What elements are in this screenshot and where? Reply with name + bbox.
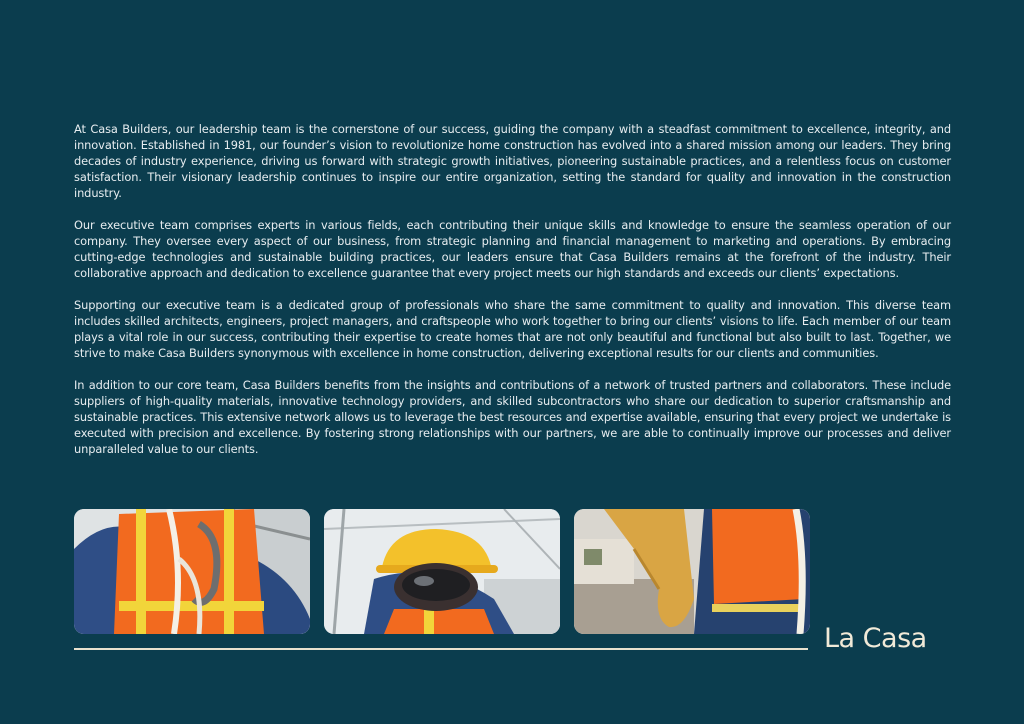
photo-worker-glove: [574, 509, 810, 634]
paragraph-partners: In addition to our core team, Casa Builders benefits from the insights and contributions of a network of trusted partners and collaborators. These include suppliers of high-quality materials, innovative technology providers, and skilled subcontractors who share our dedication to superior craftsmanship and sustainable practices. This extensive network allows us to leverage the best resources and expertise available, ensuring that every project we undertake is executed with precision and excellence. By fostering strong relationships with our partners, we are able to continually improve our processes and deliver unparalleled value to our clients.: [74, 378, 951, 456]
paragraph-supporting-team: Supporting our executive team is a dedicated group of professionals who share the same commitment to quality and innovation. This diverse team includes skilled architects, engineers, project managers, and craftspeople who work together to bring our clients’ visions to life. Each member of our team plays a vital role in our success, contributing their expertise to create homes that are not only beautiful and functional but also built to last. Together, we strive to make Casa Builders synonymous with excellence in home construction, delivering exceptional results for our clients and communities.: [74, 298, 951, 360]
paragraph-leadership: At Casa Builders, our leadership team is the cornerstone of our success, guiding the company with a steadfast commitment to excellence, integrity, and innovation. Established in 1981, our founder’s vision to revolutionize home construction has evolved into a shared mission among our leaders. They bring decades of industry experience, driving us forward with strategic growth initiatives, pioneering sustainable practices, and a relentless focus on customer satisfaction. Their visionary leadership continues to inspire our entire organization, setting the standard for quality and innovation in the construction industry.: [74, 122, 951, 200]
paragraph-executive-team: Our executive team comprises experts in various fields, each contributing their unique skills and knowledge to ensure the seamless operation of our company. They oversee every aspect of our business, from strategic planning and financial management to marketing and operations. By embracing cutting-edge technologies and sustainable building practices, our leaders ensure that Casa Builders remains at the forefront of the industry. Their collaborative approach and dedication to excellence guarantee that every project meets our high standards and exceeds our clients’ expectations.: [74, 218, 951, 280]
body-text: [74, 121, 951, 473]
brand-logo: [824, 620, 927, 654]
photo-worker-hardhat: [324, 509, 560, 634]
footer-divider: [74, 648, 808, 650]
photo-worker-vest: [74, 509, 310, 634]
photo-strip: [74, 509, 810, 634]
logo-text: La Casa: [824, 623, 927, 654]
